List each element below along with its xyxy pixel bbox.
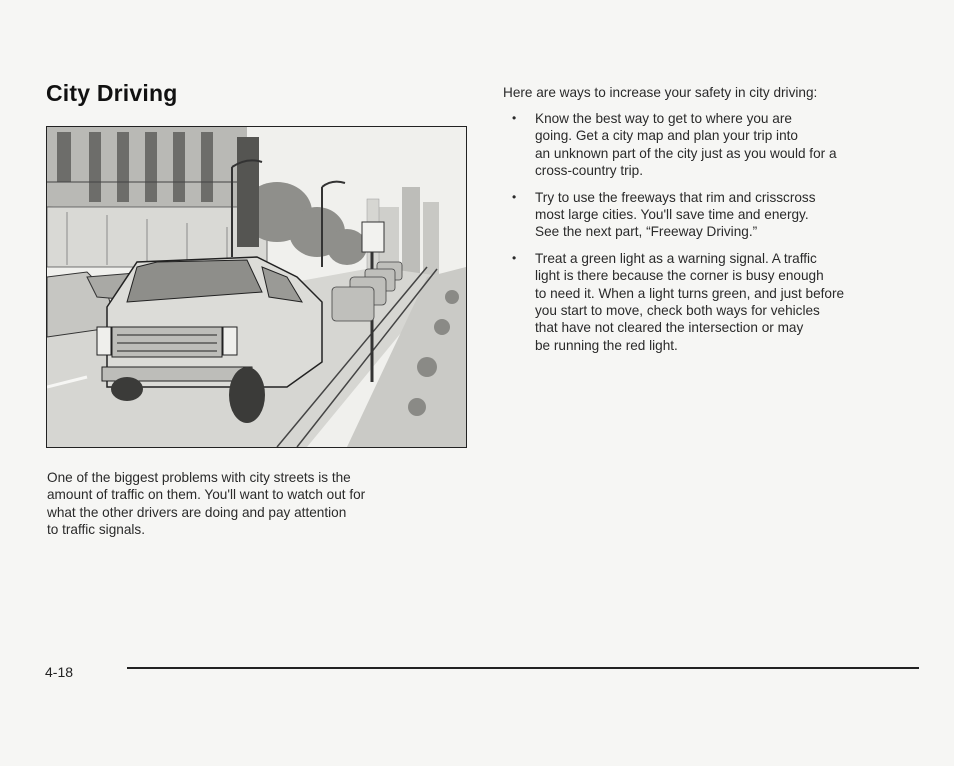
tip-line: most large cities. You'll save time and energy. xyxy=(535,207,809,223)
paragraph-line: amount of traffic on them. You'll want to watch out for xyxy=(47,487,366,503)
tip-line: you start to move, check both ways for vehicles xyxy=(535,303,820,319)
bullet-marker: • xyxy=(512,111,517,125)
safety-tip-freeways xyxy=(510,189,930,241)
tip-line: light is there because the corner is busy enough xyxy=(535,268,824,284)
tip-line: Know the best way to get to where you are xyxy=(535,111,792,126)
tip-line: an unknown part of the city just as you would for a xyxy=(535,145,837,161)
paragraph-line: what the other drivers are doing and pay attention xyxy=(47,504,347,520)
tip-line: be running the red light. xyxy=(535,337,678,353)
tip-line: to need it. When a light turns green, and just before xyxy=(535,285,845,301)
paragraph-line: to traffic signals. xyxy=(47,522,145,538)
page-title: City Driving xyxy=(46,80,178,106)
bullet-marker: • xyxy=(512,250,517,265)
city-street-illustration xyxy=(46,126,467,448)
tip-line: Treat a green light as a warning signal. A traffic xyxy=(535,250,817,266)
city-traffic-paragraph xyxy=(47,469,457,539)
safety-tip-city-map xyxy=(510,110,930,180)
footer-divider xyxy=(127,667,919,669)
paragraph-line: One of the biggest problems with city streets is the xyxy=(47,470,351,485)
safety-tips-list xyxy=(510,110,930,363)
tip-line: going. Get a city map and plan your trip into xyxy=(535,128,798,144)
tip-line: cross-country trip. xyxy=(535,163,644,179)
tip-line: See the next part, “Freeway Driving.” xyxy=(535,224,758,240)
bullets-intro: Here are ways to increase your safety in city driving: xyxy=(503,85,818,100)
bullet-marker: • xyxy=(512,189,517,204)
page-number: 4-18 xyxy=(45,664,74,680)
tip-line: that have not cleared the intersection or may xyxy=(535,320,804,336)
safety-tip-green-light xyxy=(510,250,930,354)
city-street-traffic-illustration-icon xyxy=(47,127,466,447)
tip-line: Try to use the freeways that rim and crisscross xyxy=(535,189,816,205)
